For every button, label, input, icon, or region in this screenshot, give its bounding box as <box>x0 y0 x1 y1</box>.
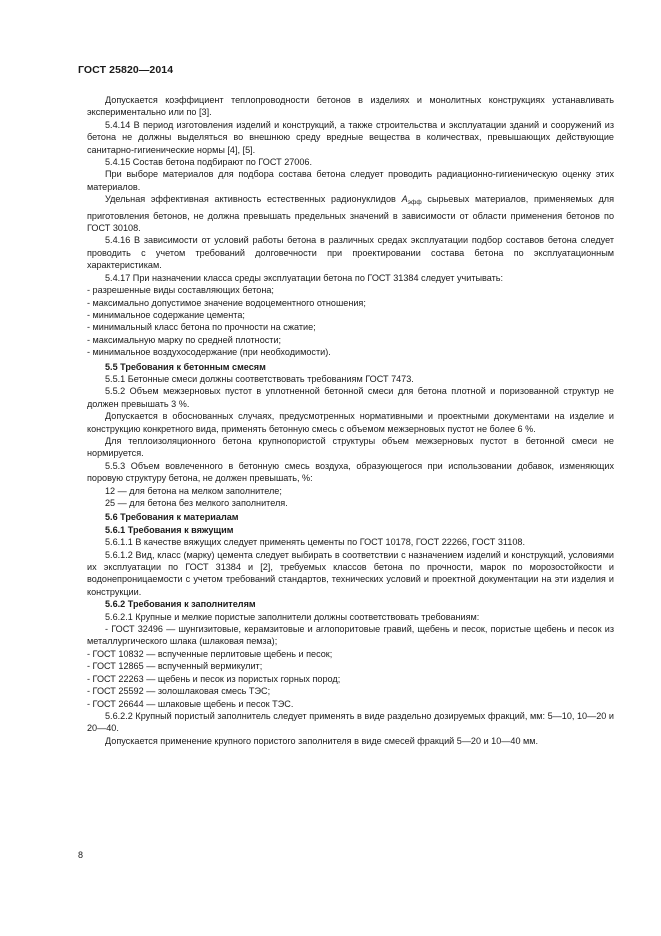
paragraph-radionuclide <box>87 193 614 234</box>
paragraph: 5.4.17 При назначении класса среды эксплуатации бетона по ГОСТ 31384 следует учитывать: <box>105 272 504 283</box>
list-item: - разрешенные виды составляющих бетона; <box>87 285 274 296</box>
paragraph: Допускается в обоснованных случаях, предусмотренных нормативными и проектными документами на изделие и конструкцию конкретного вида, применять бетонную смесь с объемом межзерновых пустот не более 6 %. <box>87 411 614 434</box>
list-item: - ГОСТ 26644 — шлаковые щебень и песок ТЭС. <box>87 698 294 709</box>
subsection-heading: 5.6.2 Требования к заполнителям <box>105 599 256 610</box>
paragraph: 5.5.3 Объем вовлеченного в бетонную смесь воздуха, образующегося при использовании добавок, изменяющих поровую структуру бетона, не должен превышать, %: <box>87 460 614 484</box>
paragraph: 5.5.2 Объем межзерновых пустот в уплотненной бетонной смеси для бетона плотной и поризованной структур не должен превышать 3 %. <box>87 386 614 409</box>
text-fragment: сырьевых материалов, применяемых для приготовления бетонов, не должна превышать предельных значений в зависимости от области применения бетонов по ГОСТ 30108. <box>87 194 614 234</box>
document-header: ГОСТ 25820—2014 <box>78 64 174 76</box>
paragraph: 5.4.14 В период изготовления изделий и конструкций, а также строительства и эксплуатации зданий и сооружений из бетона не должны выделяться во внешнюю среду вредные вещества в количествах, превышающих действующие санитарно-гигиенические нормы [4], [5]. <box>87 119 614 155</box>
paragraph: 5.6.2.2 Крупный пористый заполнитель следует применять в виде раздельно дозируемых фракций, мм: 5—10, 10—20 и 20—40. <box>87 710 614 734</box>
list-item: - максимально допустимое значение водоцементного отношения; <box>87 297 366 308</box>
list-item: 12 — для бетона на мелком заполнителе; <box>105 485 282 496</box>
list-item: - ГОСТ 10832 — вспученные перлитовые щебень и песок; <box>87 648 333 659</box>
paragraph: При выборе материалов для подбора состава бетона следует проводить радиационно-гигиеническую оценку этих материалов. <box>87 169 614 192</box>
paragraph: Допускается коэффициент теплопроводности бетонов в изделиях и монолитных конструкциях устанавливать экспериментально или по [3]. <box>87 95 614 118</box>
list-item: - ГОСТ 25592 — золошлаковая смесь ТЭС; <box>87 686 271 697</box>
paragraph: 5.6.1.1 В качестве вяжущих следует применять цементы по ГОСТ 10178, ГОСТ 22266, ГОСТ 31108. <box>105 537 526 548</box>
paragraph: 5.4.15 Состав бетона подбирают по ГОСТ 27006. <box>105 157 313 168</box>
section-heading: 5.5 Требования к бетонным смесям <box>105 361 266 372</box>
list-item: - ГОСТ 32496 — шунгизитовые, керамзитовые и аглопоритовые гравий, щебень и песок, пористые щебень и песок из металлургического шлака (шлаковая пемза); <box>87 624 614 647</box>
symbol-subscript: эфф <box>407 199 422 207</box>
text-fragment: Удельная эффективная активность естественных радионуклидов <box>105 194 402 205</box>
list-item: - минимальный класс бетона по прочности на сжатие; <box>87 322 316 333</box>
section-heading: 5.6 Требования к материалам <box>105 512 239 523</box>
subsection-heading: 5.6.1 Требования к вяжущим <box>105 524 234 535</box>
paragraph: 5.5.1 Бетонные смеси должны соответствовать требованиям ГОСТ 7473. <box>105 373 414 384</box>
paragraph: 5.6.1.2 Вид, класс (марку) цемента следует выбирать в соответствии с назначением изделий и конструкций, условиями их эксплуатации по ГОСТ 31384 и [2], требуемых классов бетона по прочности, марок по морозостойкости и водонепроницаемости с учетом требований стандартов, технических условий и проектной документации на эти изделия и конструкции. <box>87 549 614 597</box>
paragraph: 5.6.2.1 Крупные и мелкие пористые заполнители должны соответствовать требованиям: <box>105 611 480 622</box>
paragraph: Для теплоизоляционного бетона крупнопористой структуры объем межзерновых пустот в бетонной смеси не нормируется. <box>87 435 614 459</box>
page-number: 8 <box>78 850 84 860</box>
symbol: A <box>401 194 408 205</box>
list-item: - минимальное воздухосодержание (при необходимости). <box>87 347 331 358</box>
paragraph: 5.4.16 В зависимости от условий работы бетона в различных средах эксплуатации подбор составов бетона следует проводить с учетом требований долговечности при проектировании состава бетона по эксплуатационным характеристикам. <box>87 235 614 271</box>
list-item: - минимальное содержание цемента; <box>87 309 245 320</box>
list-item: 25 — для бетона без мелкого заполнителя. <box>105 498 288 508</box>
paragraph: Допускается применение крупного пористого заполнителя в виде смесей фракций 5—20 и 10—40 мм. <box>105 735 539 746</box>
list-item: - ГОСТ 12865 — вспученный вермикулит; <box>87 661 263 672</box>
document-body <box>87 94 614 747</box>
list-item: - ГОСТ 22263 — щебень и песок из пористых горных пород; <box>87 673 341 684</box>
list-item: - максимальную марку по средней плотности; <box>87 334 282 345</box>
